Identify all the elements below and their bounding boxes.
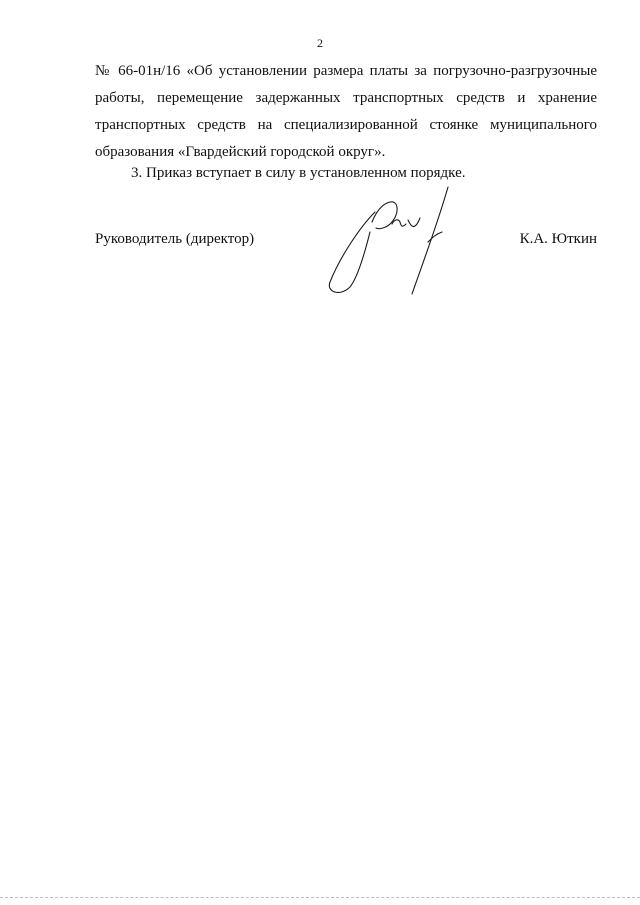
body-line: работы, перемещение задержанных транспортных средств и хранение (95, 90, 597, 106)
body-line: № 66-01н/16 «Об установлении размера платы за погрузочно-разгрузочные (95, 63, 597, 79)
paragraph-3: 3. Приказ вступает в силу в установленном порядке. (131, 165, 466, 181)
signatory-name: К.А. Юткин (519, 231, 597, 247)
body-line: образования «Гвардейский городской округ». (95, 144, 386, 160)
signatory-position: Руководитель (директор) (95, 231, 255, 247)
body-line: транспортных средств на специализированной стоянке муниципального (95, 117, 597, 133)
handwritten-signature (320, 182, 460, 302)
footer-divider (0, 897, 640, 899)
page-number: 2 (317, 36, 323, 50)
body-paragraph (95, 58, 597, 166)
